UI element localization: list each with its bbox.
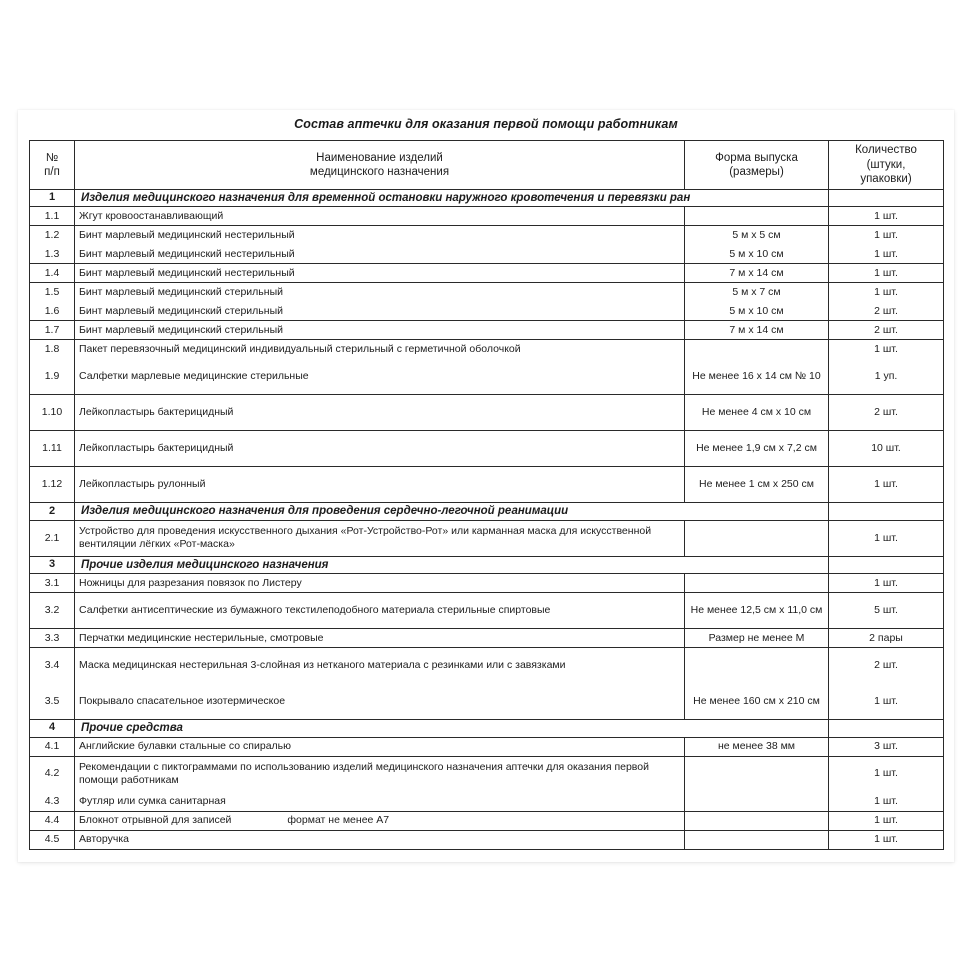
row-item-name bbox=[75, 756, 685, 792]
row-number: 1.10 bbox=[30, 395, 75, 431]
table-row bbox=[30, 830, 944, 849]
section-title: Изделия медицинского назначения для временной остановки наружного кровотечения и перевязки ран bbox=[75, 190, 829, 207]
column-header-form bbox=[685, 141, 829, 190]
row-item-name bbox=[75, 340, 685, 359]
row-item-name bbox=[75, 321, 685, 340]
row-item-name bbox=[75, 593, 685, 629]
table-row bbox=[30, 520, 944, 556]
row-item-name bbox=[75, 264, 685, 283]
row-number: 1.4 bbox=[30, 264, 75, 283]
row-item-name bbox=[75, 359, 685, 395]
row-number: 1.9 bbox=[30, 359, 75, 395]
row-quantity: 2 пары bbox=[829, 629, 944, 648]
column-header-form-line1: Форма выпуска bbox=[715, 151, 798, 164]
section-title: Прочие изделия медицинского назначения bbox=[75, 556, 829, 573]
row-number: 4.5 bbox=[30, 830, 75, 849]
row-item-name-text: Лейкопластырь рулонный bbox=[79, 478, 206, 491]
section-quantity-empty bbox=[829, 503, 944, 520]
row-item-name-text: Бинт марлевый медицинский нестерильный bbox=[79, 247, 295, 260]
table-row bbox=[30, 245, 944, 264]
row-quantity: 5 шт. bbox=[829, 593, 944, 629]
table-row bbox=[30, 359, 944, 395]
row-form-size bbox=[685, 520, 829, 556]
row-item-name-text: Бинт марлевый медицинский нестерильный bbox=[79, 266, 295, 279]
row-item-name-text: Ножницы для разрезания повязок по Листеру bbox=[79, 576, 302, 589]
row-number: 4.3 bbox=[30, 792, 75, 811]
row-number: 3.5 bbox=[30, 684, 75, 720]
row-item-name bbox=[75, 737, 685, 756]
row-item-name-text: Пакет перевязочный медицинский индивидуальный стерильный с герметичной оболочкой bbox=[79, 342, 521, 355]
row-quantity: 2 шт. bbox=[829, 648, 944, 684]
table-row bbox=[30, 574, 944, 593]
section-number: 4 bbox=[30, 720, 75, 737]
section-quantity-empty bbox=[829, 190, 944, 207]
column-header-form-line2: (размеры) bbox=[729, 166, 784, 178]
row-item-name-text: Авторучка bbox=[79, 832, 129, 845]
table-row bbox=[30, 737, 944, 756]
row-quantity: 3 шт. bbox=[829, 737, 944, 756]
row-form-size bbox=[685, 574, 829, 593]
row-item-name-text: Салфетки антисептические из бумажного текстилеподобного материала стерильные спиртовые bbox=[79, 604, 551, 617]
row-quantity: 2 шт. bbox=[829, 321, 944, 340]
section-header-row bbox=[30, 190, 944, 207]
row-item-name bbox=[75, 811, 685, 830]
row-item-name-text: Перчатки медицинские нестерильные, смотровые bbox=[79, 631, 324, 644]
row-number: 1.3 bbox=[30, 245, 75, 264]
row-form-size: Не менее 1 см х 250 см bbox=[685, 467, 829, 503]
row-item-name bbox=[75, 226, 685, 245]
row-item-name-text: Салфетки марлевые медицинские стерильные bbox=[79, 370, 309, 383]
row-number: 3.1 bbox=[30, 574, 75, 593]
table-header-row bbox=[30, 141, 944, 190]
row-quantity: 1 шт. bbox=[829, 520, 944, 556]
row-item-name bbox=[75, 648, 685, 684]
column-header-quantity-line1: Количество bbox=[855, 144, 917, 157]
row-quantity: 1 шт. bbox=[829, 467, 944, 503]
row-number: 1.11 bbox=[30, 431, 75, 467]
row-quantity: 1 шт. bbox=[829, 792, 944, 811]
row-form-size: Не менее 16 х 14 см № 10 bbox=[685, 359, 829, 395]
row-item-name bbox=[75, 467, 685, 503]
section-number: 3 bbox=[30, 556, 75, 573]
row-item-name-text: Футляр или сумка санитарная bbox=[79, 794, 226, 807]
row-form-size bbox=[685, 792, 829, 811]
row-form-size: 5 м х 10 см bbox=[685, 245, 829, 264]
row-form-size: Размер не менее М bbox=[685, 629, 829, 648]
table-row bbox=[30, 629, 944, 648]
section-quantity-empty bbox=[829, 720, 944, 737]
row-number: 4.1 bbox=[30, 737, 75, 756]
row-quantity: 2 шт. bbox=[829, 395, 944, 431]
row-quantity: 1 шт. bbox=[829, 264, 944, 283]
row-item-name bbox=[75, 792, 685, 811]
row-quantity: 10 шт. bbox=[829, 431, 944, 467]
column-header-number-line2: п/п bbox=[44, 166, 60, 178]
row-item-name bbox=[75, 520, 685, 556]
row-item-name-text: Блокнот отрывной для записей bbox=[79, 813, 232, 826]
table-row bbox=[30, 792, 944, 811]
row-quantity: 1 уп. bbox=[829, 359, 944, 395]
row-form-size: 5 м х 5 см bbox=[685, 226, 829, 245]
row-item-name bbox=[75, 395, 685, 431]
row-quantity: 1 шт. bbox=[829, 574, 944, 593]
row-item-name bbox=[75, 684, 685, 720]
section-header-row bbox=[30, 556, 944, 573]
section-header-row bbox=[30, 503, 944, 520]
row-form-size bbox=[685, 648, 829, 684]
first-aid-kit-table bbox=[29, 140, 944, 850]
table-row bbox=[30, 811, 944, 830]
table-row bbox=[30, 340, 944, 359]
section-title: Изделия медицинского назначения для проведения сердечно-легочной реанимации bbox=[75, 503, 829, 520]
row-item-name bbox=[75, 830, 685, 849]
row-quantity: 2 шт. bbox=[829, 302, 944, 321]
row-item-name-text: Английские булавки стальные со спиралью bbox=[79, 739, 292, 752]
section-number: 2 bbox=[30, 503, 75, 520]
table-row bbox=[30, 395, 944, 431]
row-form-size: 5 м х 10 см bbox=[685, 302, 829, 321]
section-number: 1 bbox=[30, 190, 75, 207]
row-item-name bbox=[75, 302, 685, 321]
row-number: 3.3 bbox=[30, 629, 75, 648]
row-quantity: 1 шт. bbox=[829, 207, 944, 226]
row-number: 1.1 bbox=[30, 207, 75, 226]
row-item-name-text: Рекомендации с пиктограммами по использованию изделий медицинского назначения аптечки для оказания первой помощи работникам bbox=[79, 760, 649, 786]
row-form-size: Не менее 4 см х 10 см bbox=[685, 395, 829, 431]
table-row bbox=[30, 756, 944, 792]
row-item-name-text: Покрывало спасательное изотермическое bbox=[79, 695, 286, 708]
table-header bbox=[30, 141, 944, 190]
row-form-size: не менее 38 мм bbox=[685, 737, 829, 756]
row-item-name-text: Жгут кровоостанавливающий bbox=[79, 209, 224, 222]
row-number: 1.5 bbox=[30, 283, 75, 302]
row-number: 3.2 bbox=[30, 593, 75, 629]
row-item-name bbox=[75, 283, 685, 302]
table-row bbox=[30, 207, 944, 226]
table-row bbox=[30, 264, 944, 283]
row-quantity: 1 шт. bbox=[829, 830, 944, 849]
row-quantity: 1 шт. bbox=[829, 226, 944, 245]
table-row bbox=[30, 226, 944, 245]
table-row bbox=[30, 283, 944, 302]
row-item-name bbox=[75, 431, 685, 467]
column-header-name-line2: медицинского назначения bbox=[309, 166, 450, 178]
row-item-name-text: Лейкопластырь бактерицидный bbox=[79, 442, 234, 455]
row-quantity: 1 шт. bbox=[829, 684, 944, 720]
row-number: 1.6 bbox=[30, 302, 75, 321]
column-header-number bbox=[30, 141, 75, 190]
section-quantity-empty bbox=[829, 556, 944, 573]
column-header-number-line1: № bbox=[45, 151, 59, 164]
row-form-size: 7 м х 14 см bbox=[685, 264, 829, 283]
page-title: Состав аптечки для оказания первой помощи работникам bbox=[294, 117, 678, 131]
table-body bbox=[30, 190, 944, 850]
table-row bbox=[30, 321, 944, 340]
row-item-name bbox=[75, 574, 685, 593]
row-item-name-text: Маска медицинская нестерильная 3-слойная из нетканого материала с резинками или с завязками bbox=[79, 659, 566, 672]
table-row bbox=[30, 648, 944, 684]
column-header-quantity-line3: упаковки) bbox=[860, 173, 912, 186]
table-row bbox=[30, 593, 944, 629]
table-row bbox=[30, 431, 944, 467]
row-form-size bbox=[685, 756, 829, 792]
row-item-name-extra: формат не менее А7 bbox=[287, 813, 390, 826]
row-form-size: Не менее 1,9 см х 7,2 см bbox=[685, 431, 829, 467]
row-number: 1.2 bbox=[30, 226, 75, 245]
row-item-name-text: Бинт марлевый медицинский стерильный bbox=[79, 285, 283, 298]
row-quantity: 1 шт. bbox=[829, 811, 944, 830]
row-quantity: 1 шт. bbox=[829, 756, 944, 792]
row-form-size: 7 м х 14 см bbox=[685, 321, 829, 340]
row-item-name bbox=[75, 629, 685, 648]
row-form-size: Не менее 160 см х 210 см bbox=[685, 684, 829, 720]
row-item-name-text: Бинт марлевый медицинский стерильный bbox=[79, 304, 283, 317]
row-form-size bbox=[685, 830, 829, 849]
column-header-name-line1: Наименование изделий bbox=[316, 151, 443, 164]
row-form-size: 5 м х 7 см bbox=[685, 283, 829, 302]
row-item-name-text: Устройство для проведения искусственного дыхания «Рот-Устройство-Рот» или карманная маска для искусственной вентиляции лёгких «Рот-маска» bbox=[79, 525, 652, 551]
row-number: 4.2 bbox=[30, 756, 75, 792]
table-row bbox=[30, 684, 944, 720]
row-number: 1.12 bbox=[30, 467, 75, 503]
section-title: Прочие средства bbox=[75, 720, 829, 737]
row-form-size: Не менее 12,5 см х 11,0 см bbox=[685, 593, 829, 629]
section-header-row bbox=[30, 720, 944, 737]
row-number: 2.1 bbox=[30, 520, 75, 556]
row-item-name-text: Бинт марлевый медицинский стерильный bbox=[79, 323, 283, 336]
row-item-name bbox=[75, 207, 685, 226]
row-quantity: 1 шт. bbox=[829, 283, 944, 302]
row-item-name-text: Лейкопластырь бактерицидный bbox=[79, 406, 234, 419]
document-card bbox=[18, 110, 954, 862]
row-quantity: 1 шт. bbox=[829, 340, 944, 359]
row-number: 1.8 bbox=[30, 340, 75, 359]
column-header-quantity-line2: (штуки, bbox=[866, 158, 906, 171]
column-header-quantity bbox=[829, 141, 944, 190]
row-form-size bbox=[685, 207, 829, 226]
row-quantity: 1 шт. bbox=[829, 245, 944, 264]
row-form-size bbox=[685, 340, 829, 359]
row-item-name bbox=[75, 245, 685, 264]
row-number: 3.4 bbox=[30, 648, 75, 684]
row-form-size bbox=[685, 811, 829, 830]
column-header-name bbox=[75, 141, 685, 190]
row-number: 4.4 bbox=[30, 811, 75, 830]
table-row bbox=[30, 302, 944, 321]
row-item-name-text: Бинт марлевый медицинский нестерильный bbox=[79, 228, 295, 241]
row-number: 1.7 bbox=[30, 321, 75, 340]
table-row bbox=[30, 467, 944, 503]
